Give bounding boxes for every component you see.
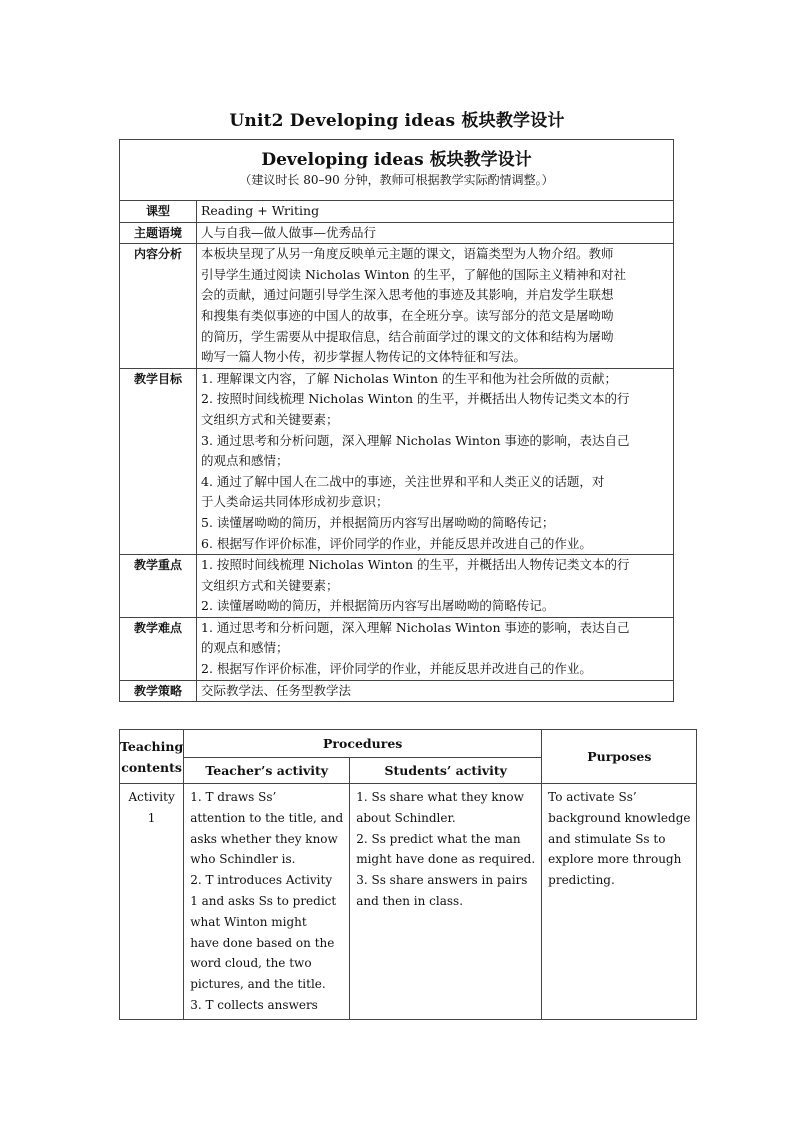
cell-line: 2. Ss predict what the man — [356, 831, 521, 846]
content-line: 3. 通过思考和分析问题，深入理解 Nicholas Winton 事迹的影响，表达自己 — [201, 432, 630, 448]
row-lesson-type — [120, 201, 674, 223]
procedure-header-row — [120, 730, 697, 758]
design-table — [119, 139, 674, 702]
cell-line: To activate Ss’ — [548, 790, 637, 804]
cell-line: predicting. — [548, 873, 615, 888]
cell-line: explore more through — [548, 852, 682, 867]
content-line: 的观点和感情； — [201, 640, 289, 656]
row-label: 内容分析 — [120, 244, 197, 369]
cell-line: background knowledge — [548, 810, 691, 825]
cell-line: have done based on the — [190, 935, 335, 950]
row-content — [197, 617, 674, 680]
content-line: 文组织方式和关键要素； — [201, 411, 339, 427]
content-line: Reading + Writing — [201, 203, 320, 218]
cell-line: 3. Ss share answers in pairs — [356, 873, 528, 888]
cell-line: about Schindler. — [356, 810, 456, 825]
row-key-points — [120, 555, 674, 618]
content-line: 2. 读懂屠呦呦的简历，并根据简历内容写出屠呦呦的简略传记。 — [201, 598, 555, 614]
content-line: 呦写一篇人物小传，初步掌握人物传记的文体特征和写法。 — [201, 349, 527, 365]
row-difficulties — [120, 617, 674, 680]
cell-line: attention to the title, and — [190, 810, 344, 825]
students-activity-cell — [350, 784, 542, 1020]
cell-line: and then in class. — [356, 893, 464, 908]
row-content — [197, 555, 674, 618]
row-label: 教学难点 — [120, 617, 197, 680]
content-line: 本板块呈现了从另一角度反映单元主题的课文，语篇类型为人物介绍。教师 — [201, 246, 614, 262]
cell-line: pictures, and the title. — [190, 977, 326, 992]
purposes-header: Purposes — [542, 730, 697, 784]
row-content — [197, 201, 674, 223]
content-line: 4. 通过了解中国人在二战中的事迹，关注世界和平和人类正义的话题，对 — [201, 473, 605, 489]
procedure-table — [119, 729, 697, 1020]
row-label: 主题语境 — [120, 222, 197, 244]
cell-line: word cloud, the two — [190, 956, 312, 971]
content-line: 引导学生通过阅读 Nicholas Winton 的生平，了解他的国际主义精神和对社 — [201, 266, 627, 282]
content-line: 和搜集有类似事迹的中国人的故事，在全班分享。读写部分的范文是屠呦呦 — [201, 307, 614, 323]
purposes-cell — [542, 784, 697, 1020]
content-line: 人与自我—做人做事—优秀品行 — [201, 224, 377, 240]
procedures-header: Procedures — [184, 730, 542, 758]
row-objectives — [120, 368, 674, 554]
content-line: 会的贡献，通过问题引导学生深入思考他的事迹及其影响，并启发学生联想 — [201, 287, 614, 303]
cell-line: asks whether they know — [190, 831, 338, 846]
content-line: 1. 按照时间线梳理 Nicholas Winton 的生平，并概括出人物传记类文本的行 — [201, 557, 630, 573]
cell-line: 1. T draws Ss’ — [190, 790, 277, 804]
cell-line: might have done as required. — [356, 852, 536, 867]
content-line: 5. 读懂屠呦呦的简历，并根据简历内容写出屠呦呦的简略传记； — [201, 514, 555, 530]
content-line: 于人类命运共同体形成初步意识； — [201, 494, 389, 510]
cell-line: 3. T collects answers — [190, 997, 318, 1012]
row-label: 教学策略 — [120, 680, 197, 702]
row-content — [197, 222, 674, 244]
row-strategies — [120, 680, 674, 702]
content-line: 1. 通过思考和分析问题，深入理解 Nicholas Winton 事迹的影响，表达自己 — [201, 619, 630, 635]
content-line: 文组织方式和关键要素； — [201, 577, 339, 593]
content-line: 的简历，学生需要从中提取信息，结合前面学过的课文的文体和结构为屠呦 — [201, 328, 614, 344]
activity-label: Activity 1 — [120, 784, 184, 1020]
content-line: 1. 理解课文内容，了解 Nicholas Winton 的生平和他为社会所做的贡献； — [201, 370, 617, 386]
teacher-activity-header: Teacher’s activity — [184, 758, 350, 784]
cell-line: 1. Ss share what they know — [356, 790, 524, 804]
row-content — [197, 680, 674, 702]
row-content — [197, 244, 674, 369]
teacher-activity-cell — [184, 784, 350, 1020]
row-label: 教学目标 — [120, 368, 197, 554]
teaching-contents-header: Teaching contents — [120, 730, 184, 784]
content-line: 的观点和感情； — [201, 453, 289, 469]
content-line: 交际教学法、任务型教学法 — [201, 682, 352, 698]
cell-line: what Winton might — [190, 914, 307, 929]
row-label: 课型 — [120, 201, 197, 223]
design-table-header-row — [120, 140, 674, 201]
row-theme — [120, 222, 674, 244]
row-content-analysis — [120, 244, 674, 369]
cell-line: and stimulate Ss to — [548, 831, 666, 846]
content-line: 2. 根据写作评价标准，评价同学的作业，并能反思并改进自己的作业。 — [201, 661, 592, 677]
content-line: 6. 根据写作评价标准，评价同学的作业，并能反思并改进自己的作业。 — [201, 535, 592, 551]
design-table-title: Developing ideas 板块教学设计 — [261, 150, 532, 170]
cell-line: who Schindler is. — [190, 852, 296, 867]
row-content — [197, 368, 674, 554]
design-table-subtitle: （建议时长 80–90 分钟，教师可根据教学实际酌情调整。） — [239, 173, 554, 187]
row-label: 教学重点 — [120, 555, 197, 618]
table-row — [120, 784, 697, 1020]
cell-line: 1 and asks Ss to predict — [190, 893, 337, 908]
page-title: Unit2 Developing ideas 板块教学设计 — [229, 111, 565, 131]
cell-line: 2. T introduces Activity — [190, 873, 333, 888]
students-activity-header: Students’ activity — [350, 758, 542, 784]
content-line: 2. 按照时间线梳理 Nicholas Winton 的生平，并概括出人物传记类文本的行 — [201, 391, 630, 407]
design-table-header — [120, 140, 674, 201]
